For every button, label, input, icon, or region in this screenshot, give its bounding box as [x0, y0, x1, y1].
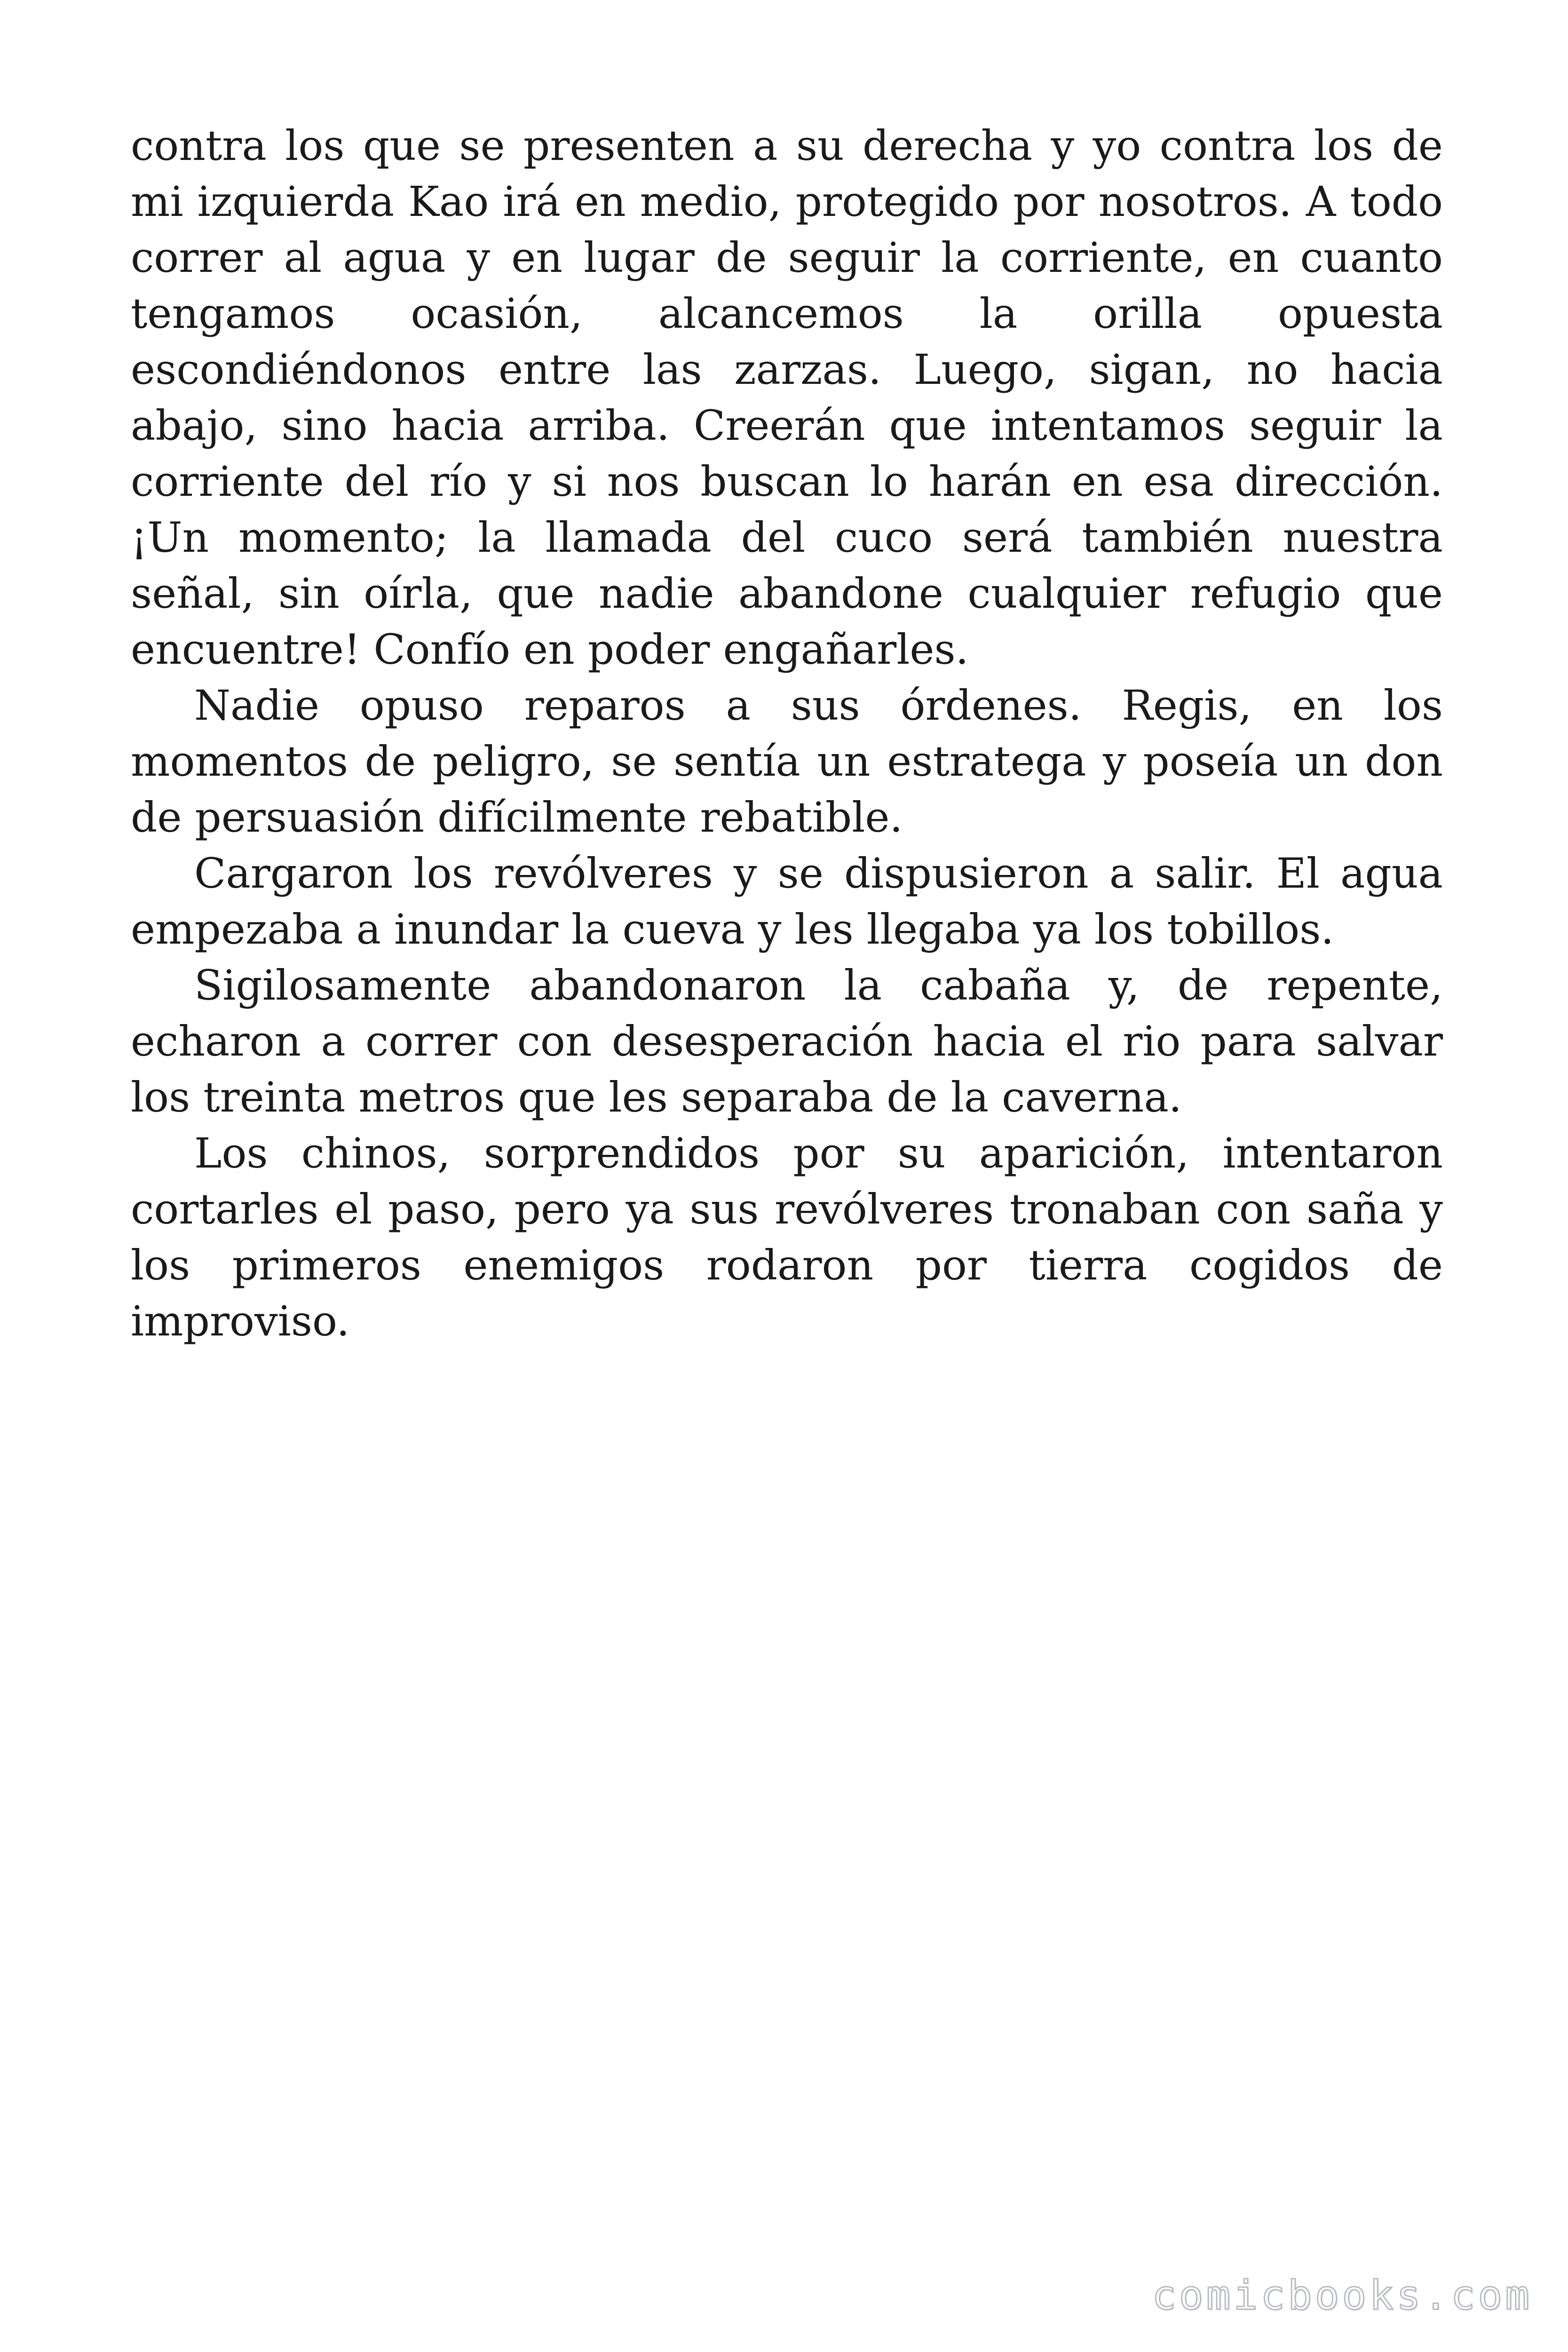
body-text [131, 118, 1443, 1349]
paragraph: Los chinos, sorprendidos por su aparición, intentaron cortarles el paso, pero ya sus revólveres tronaban con saña y los primeros enemigos rodaron por tierra cogidos de improviso. [131, 1129, 1443, 1345]
paragraph: Cargaron los revólveres y se dispusieron a salir. El agua empezaba a inundar la cueva y les llegaba ya los tobillos. [131, 849, 1443, 954]
paragraph: Sigilosamente abandonaron la cabaña y, de repente, echaron a correr con desesperación hacia el rio para salvar los treinta metros que les separaba de la caverna. [131, 961, 1443, 1121]
paragraph: Nadie opuso reparos a sus órdenes. Regis, en los momentos de peligro, se sentía un estratega y poseía un don de persuasión difícilmente rebatible. [131, 681, 1443, 842]
watermark-text: comicbooks.com [1152, 2272, 1532, 2319]
paragraph-continuation: contra los que se presenten a su derecha y yo contra los de mi izquierda Kao irá en medio, protegido por nosotros. A todo correr al agua y en lugar de seguir la corriente, en cuanto tengamos ocasión, alcancemos la orilla opuesta escondiéndonos entre las zarzas. Luego, sigan, no hacia abajo, sino hacia arriba. Creerán que intentamos seguir la corriente del río y si nos buscan lo harán en esa dirección. ¡Un momento; la llamada del cuco será también nuestra señal, sin oírla, que nadie abandone cualquier refugio que encuentre! Confío en poder engañarles. [131, 121, 1443, 674]
